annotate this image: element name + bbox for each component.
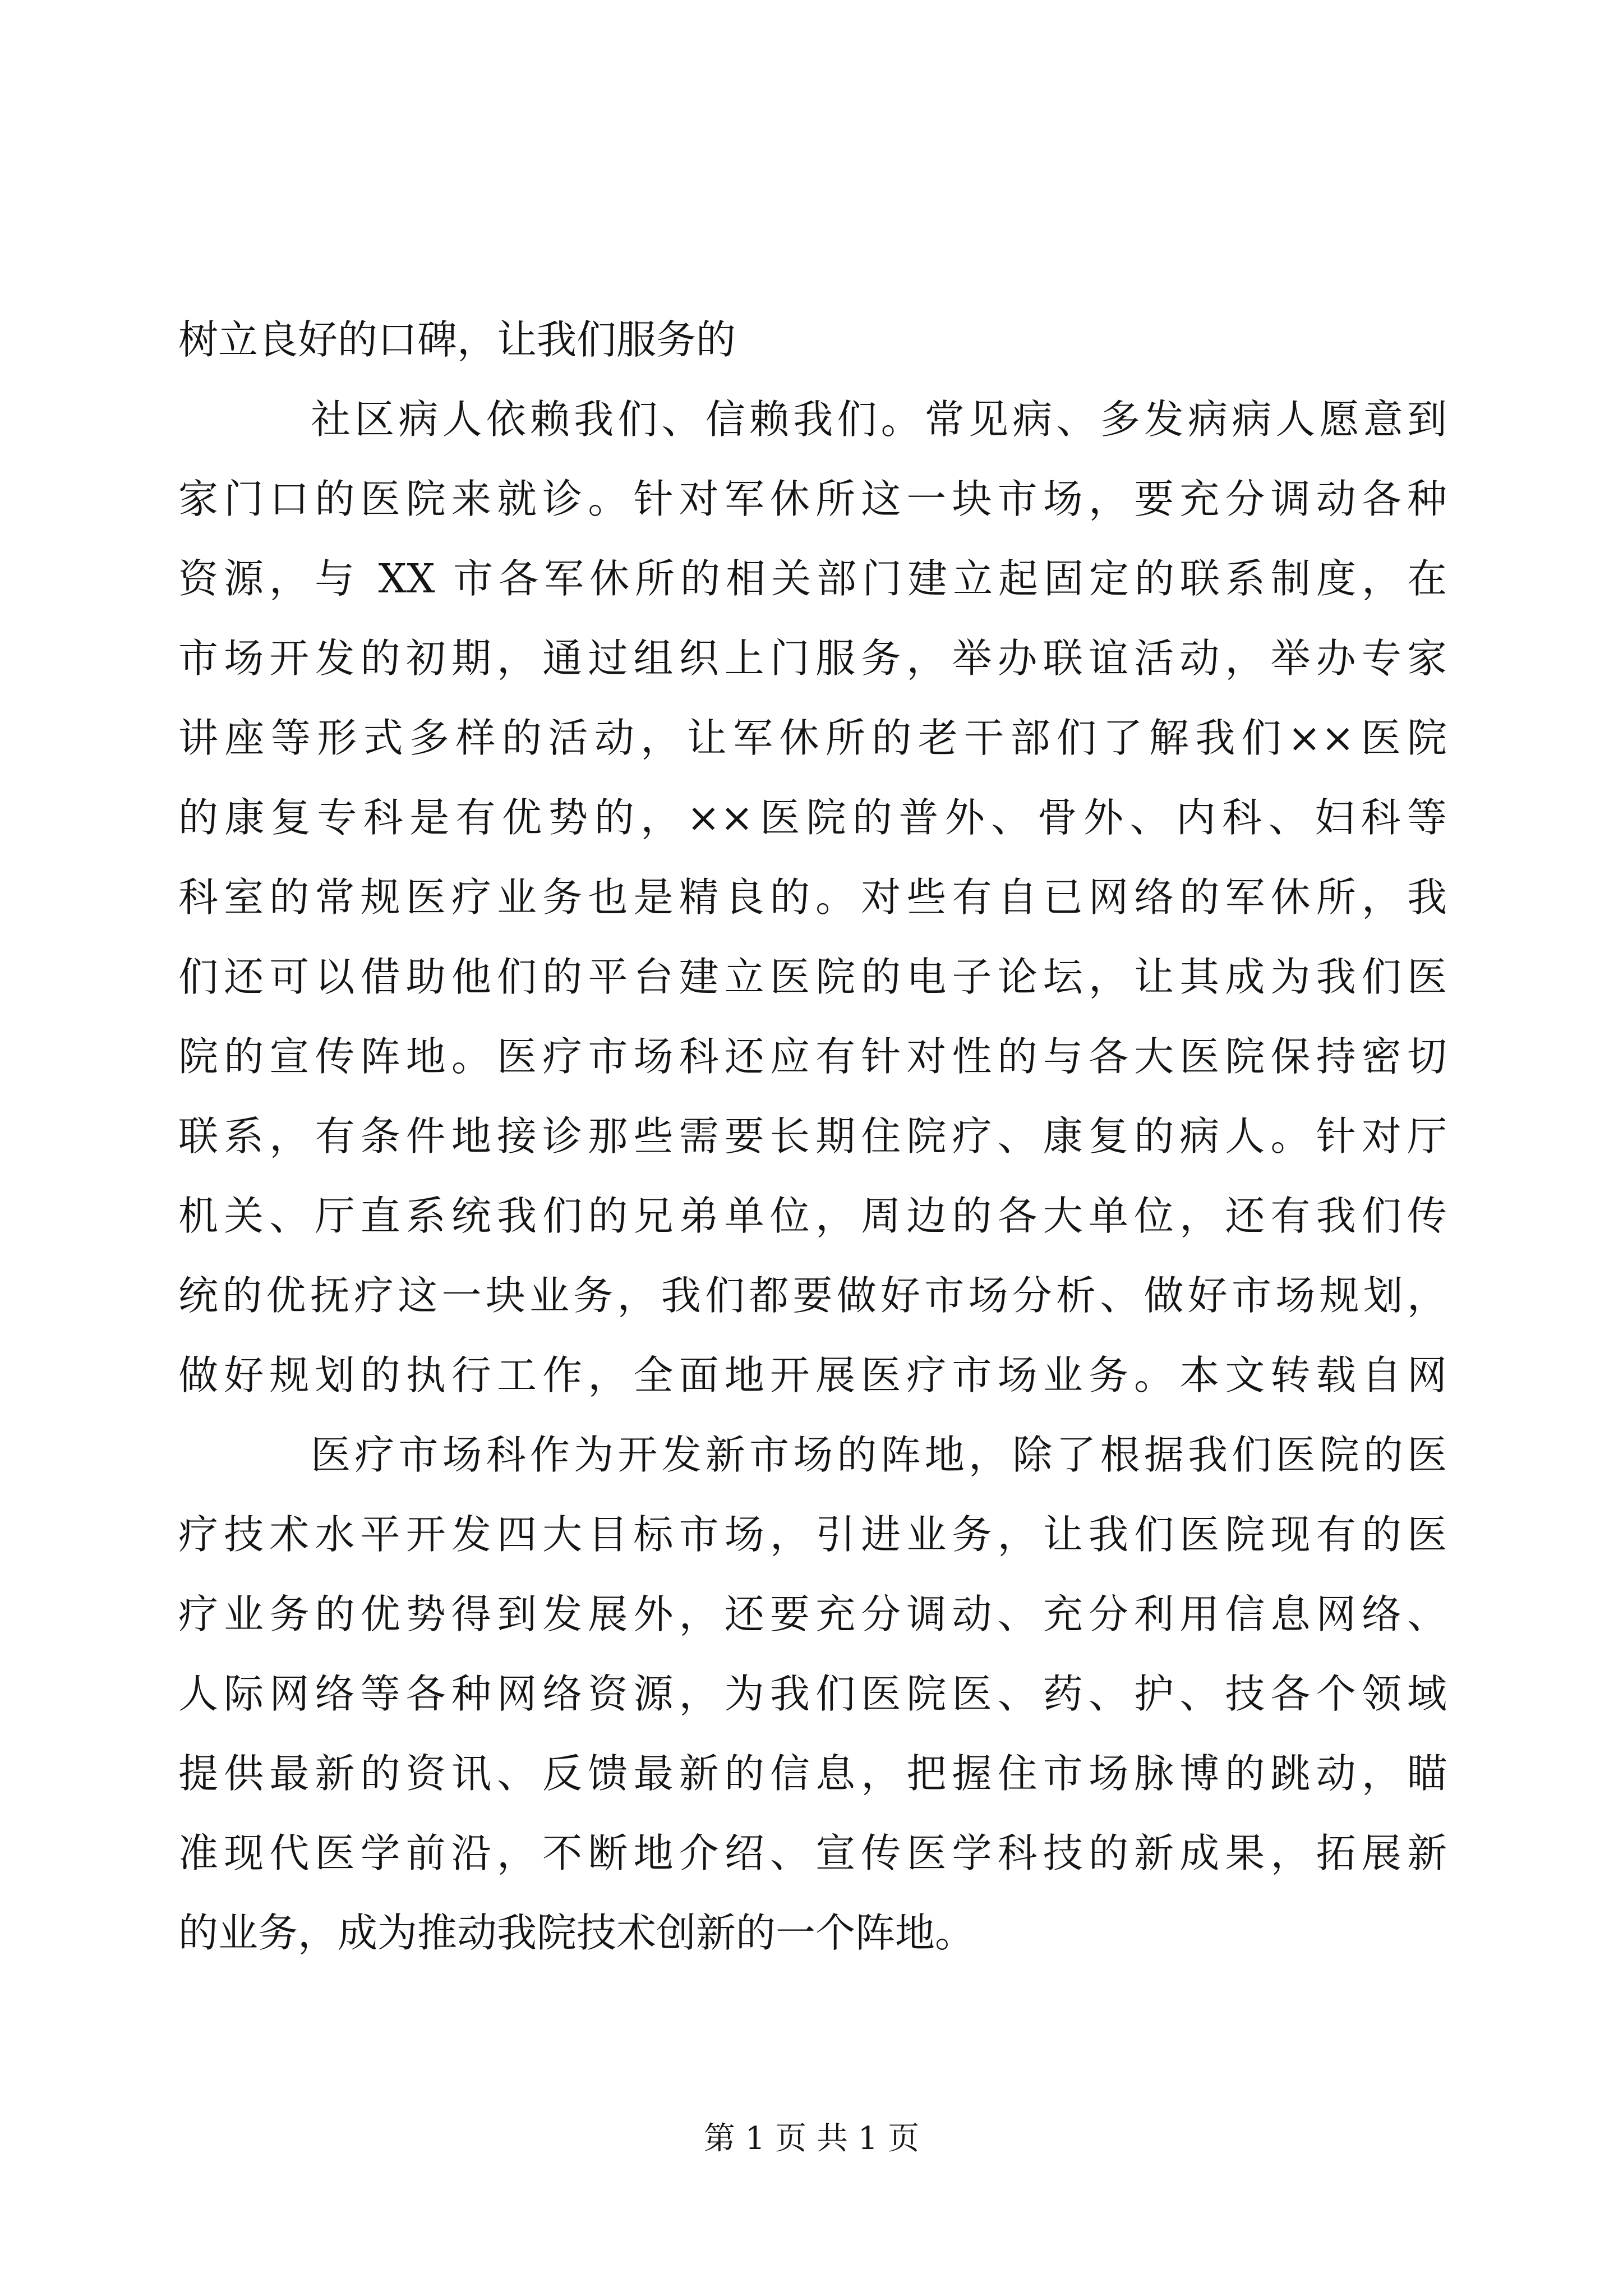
paragraph-line: 资源，与 XX 市各军休所的相关部门建立起固定的联系制度，在 bbox=[178, 555, 1447, 602]
paragraph-line: 的康复专科是有优势的，××医院的普外、骨外、内科、妇科等 bbox=[178, 794, 1447, 841]
paragraph-line: 提供最新的资讯、反馈最新的信息，把握住市场脉博的跳动，瞄 bbox=[178, 1750, 1447, 1797]
paragraph-line: 联系，有条件地接诊那些需要长期住院疗、康复的病人。针对厅 bbox=[178, 1113, 1447, 1159]
paragraph-line: 做好规划的执行工作，全面地开展医疗市场业务。本文转载自网 bbox=[178, 1352, 1447, 1398]
paragraph-line: 树立良好的口碑，让我们服务的 bbox=[178, 316, 736, 363]
paragraph-line: 机关、厅直系统我们的兄弟单位，周边的各大单位，还有我们传 bbox=[178, 1193, 1447, 1239]
paragraph-line: 院的宣传阵地。医疗市场科还应有针对性的与各大医院保持密切 bbox=[178, 1033, 1447, 1080]
paragraph-line: 准现代医学前沿，不断地介绍、宣传医学科技的新成果，拓展新 bbox=[178, 1830, 1447, 1876]
paragraph-line: 人际网络等各种网络资源，为我们医院医、药、护、技各个领域 bbox=[178, 1671, 1447, 1717]
paragraph-line: 家门口的医院来就诊。针对军休所这一块市场，要充分调动各种 bbox=[178, 476, 1447, 522]
paragraph-line: 医疗市场科作为开发新市场的阵地，除了根据我们医院的医 bbox=[311, 1432, 1447, 1478]
paragraph-line: 统的优抚疗这一块业务，我们都要做好市场分析、做好市场规划， bbox=[178, 1272, 1447, 1319]
paragraph-line: 的业务，成为推动我院技术创新的一个阵地。 bbox=[178, 1910, 975, 1956]
paragraph-line: 疗业务的优势得到发展外，还要充分调动、充分利用信息网络、 bbox=[178, 1591, 1447, 1637]
paragraph-line: 们还可以借助他们的平台建立医院的电子论坛，让其成为我们医 bbox=[178, 954, 1447, 1000]
paragraph-line: 社区病人依赖我们、信赖我们。常见病、多发病病人愿意到 bbox=[311, 396, 1447, 443]
paragraph-line: 疗技术水平开发四大目标市场，引进业务，让我们医院现有的医 bbox=[178, 1511, 1447, 1558]
paragraph-line: 讲座等形式多样的活动，让军休所的老干部们了解我们××医院 bbox=[178, 715, 1447, 761]
paragraph-line: 市场开发的初期，通过组织上门服务，举办联谊活动，举办专家 bbox=[178, 635, 1447, 682]
paragraph-line: 科室的常规医疗业务也是精良的。对些有自已网络的军休所，我 bbox=[178, 874, 1447, 921]
document-body bbox=[178, 300, 1447, 1973]
page-number-footer: 第 1 页 共 1 页 bbox=[703, 2120, 920, 2157]
